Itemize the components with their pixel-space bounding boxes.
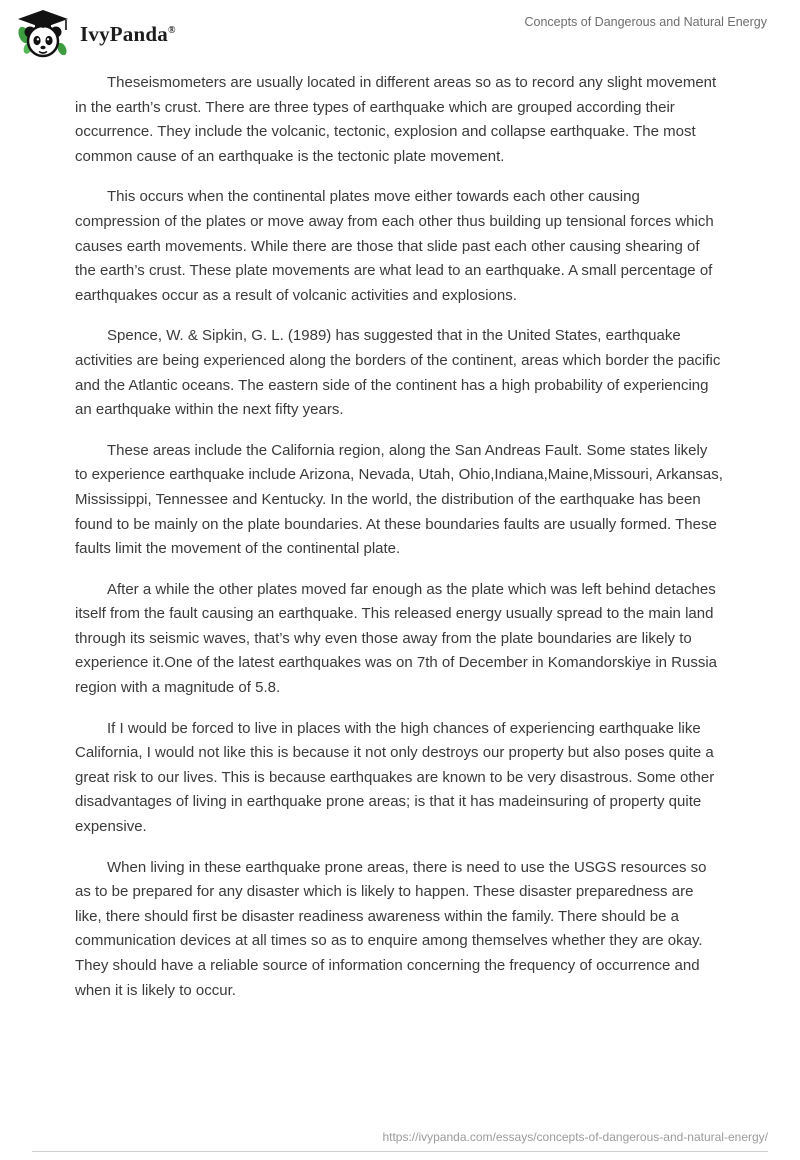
essay-paragraph: Theseismometers are usually located in different areas so as to record any slight movement in the earth’s crust. There are three types of earthquake which are grouped according their occurrence. They include the volcanic, tectonic, explosion and collapse earthquake. The most common cause of an earthquake is the tectonic plate movement. — [75, 74, 717, 165]
essay-paragraph: This occurs when the continental plates move either towards each other causing compression of the plates or move away from each other thus building up tensional forces which causes earth movements. While there are those that slide past each other causing shearing of the earth’s crust. These plate movements are what lead to an earthquake. A small percentage of earthquakes occur as a result of volcanic activities and explosions. — [75, 188, 714, 304]
essay-paragraph: These areas include the California region, along the San Andreas Fault. Some states likely to experience earthquake include Arizona, Nevada, Utah, Ohio,Indiana,Maine,Missouri, Arkansas, Mississippi, Tennessee and Kentucky. In the world, the distribution of the earthquake has been found to be mainly on the plate boundaries. At these boundaries faults are usually formed. These faults limit the movement of the continental plate. — [75, 441, 723, 558]
page-header — [0, 0, 800, 64]
footer-divider — [32, 1151, 768, 1152]
brand-name: IvyPanda® — [80, 21, 176, 46]
essay-body — [75, 71, 723, 1019]
essay-paragraph: Spence, W. & Sipkin, G. L. (1989) has suggested that in the United States, earthquake activities are being experienced along the borders of the continent, areas which border the pacific and the Atlantic oceans. The eastern side of the continent has a high probability of experiencing an earthquake within the next fifty years. — [75, 327, 721, 419]
essay-paragraph: After a while the other plates moved far enough as the plate which was left behind detaches itself from the fault causing an earthquake. This released energy usually spread to the main land through its seismic waves, that’s why even those away from the plate boundaries are likely to experience it.One of the latest earthquakes was on 7th of December in Komandorskiye in Russia region with a magnitude of 5.8. — [75, 580, 718, 697]
registered-mark: ® — [167, 24, 176, 36]
essay-paragraph: When living in these earthquake prone areas, there is need to use the USGS resources so as to be prepared for any disaster which is likely to happen. These disaster preparedness are like, there should first be disaster readiness awareness within the family. There should be a communication devices at all times so as to enquire among themselves whether they are okay. They should have a reliable source of information concerning the frequency of occurrence and when it is likely to occur. — [75, 858, 707, 999]
panda-graduation-icon — [16, 8, 70, 60]
essay-paragraph: If I would be forced to live in places with the high chances of experiencing earthquake like California, I would not like this is because it not only destroys our property but also poses quite a great risk to our lives. This is because earthquakes are known to be very disastrous. Some other disadvantages of living in earthquake prone areas; is that it has madeinsuring of property quite expensive. — [75, 719, 715, 836]
source-url-link[interactable]: https://ivypanda.com/essays/concepts-of-dangerous-and-natural-energy/ — [382, 1130, 768, 1144]
document-title: Concepts of Dangerous and Natural Energy — [524, 15, 767, 29]
ivypanda-logo[interactable] — [16, 8, 176, 60]
